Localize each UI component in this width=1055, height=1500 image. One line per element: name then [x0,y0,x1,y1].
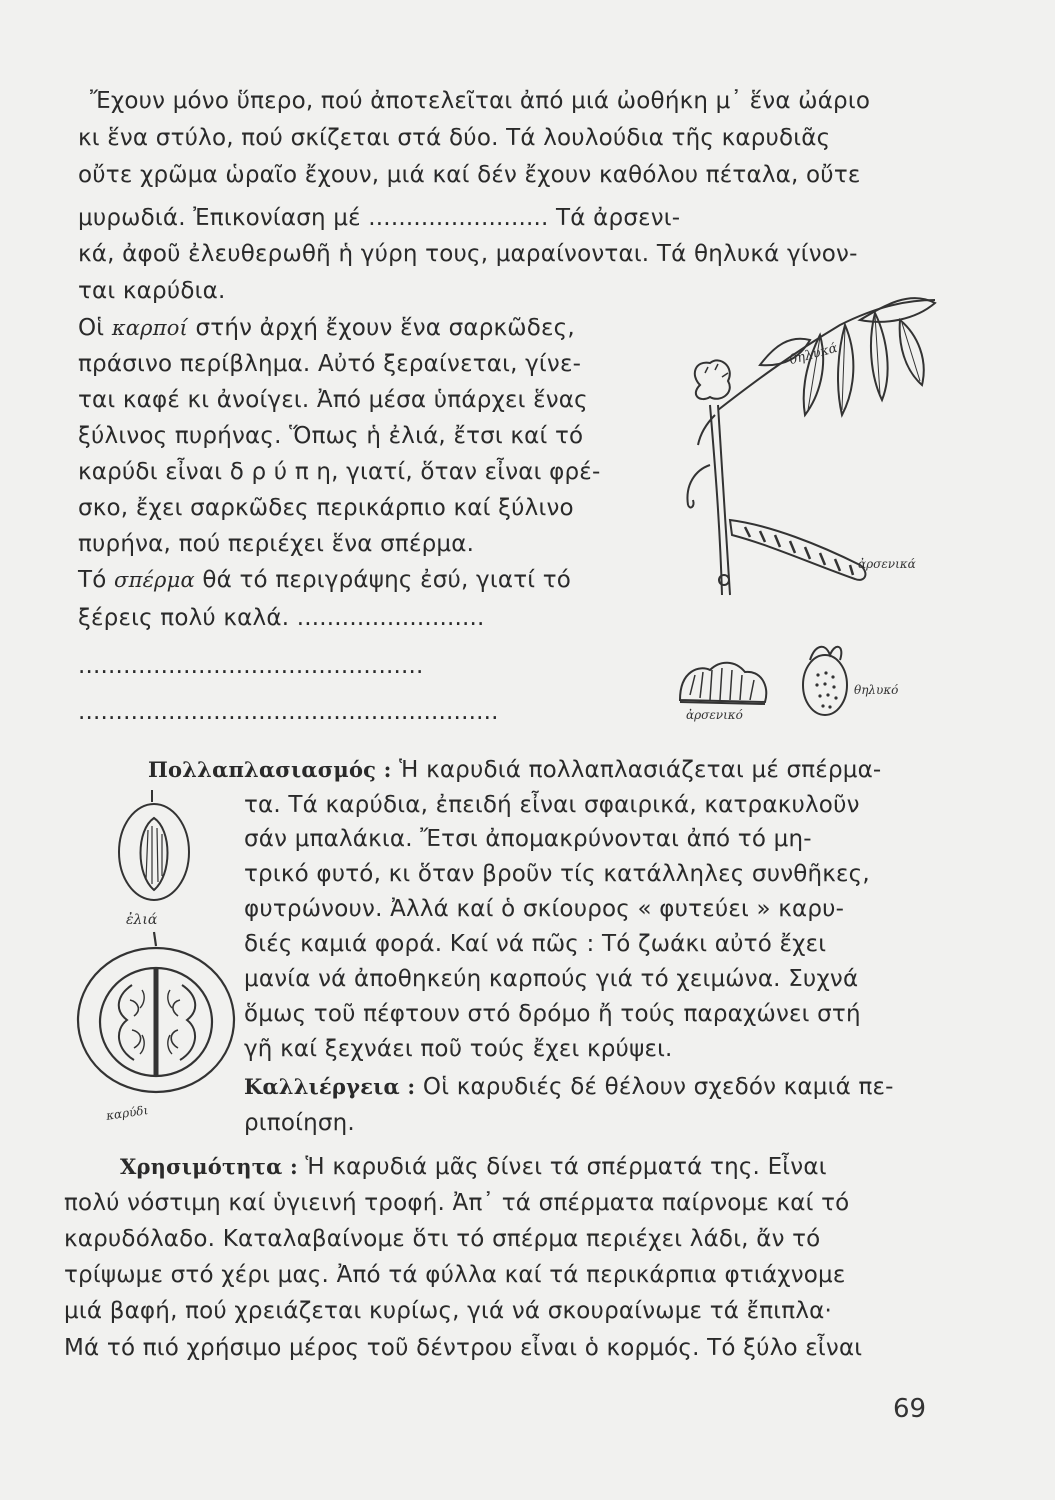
text-line: κά, ἀφοῦ ἐλευθερωθῆ ἡ γύρη τους, μαραίνονται. Τά θηλυκά γίνον- [78,241,858,267]
text-line: οὔτε χρῶμα ὡραῖο ἔχουν, μιά καί δέν ἔχουν καθόλου πέταλα, οὔτε [78,162,861,188]
term-karpoi: καρποί [111,316,188,340]
text-line: ται καρύδια. [78,278,226,304]
text-line: κι ἕνα στύλο, πού σκίζεται στά δύο. Τά λουλούδια τῆς καρυδιᾶς [78,125,831,151]
heading-kalliergeia: Καλλιέργεια : [244,1074,416,1099]
text-line [78,313,575,343]
label-thilyko: θηλυκό [854,683,899,697]
text-run: Οἱ καρυδιές δέ θέλουν σχεδόν καμιά πε- [422,1074,894,1100]
text-line: γῆ καί ξεχνάει ποῦ τούς ἔχει κρύψει. [244,1036,673,1062]
text-line: Μά τό πιό χρήσιμο μέρος τοῦ δέντρου εἶναι ὁ κορμός. Τό ξύλο εἶναι [64,1335,863,1361]
text-line: τα. Τά καρύδια, ἐπειδή εἶναι σφαιρικά, κατρακυλοῦν [244,792,860,818]
text-line: διές καμιά φορά. Καί νά πῶς : Τό ζωάκι αὐτό ἔχει [244,931,827,957]
walnut-illustration [72,930,242,1100]
text-run: Ἡ καρυδιά πολλαπλασιάζεται μέ σπέρμα- [399,757,882,783]
olive-illustration [112,790,222,920]
text-line [148,755,881,785]
text-line [78,565,571,595]
label-elia: ἐλιά [126,912,158,928]
text-line: μιά βαφή, πού χρειάζεται κυρίως, γιά νά σκουραίνωμε τά ἔπιπλα· [64,1298,833,1324]
text-line: μυρωδιά. Ἐπικονίαση μέ ........................ Τά ἀρσενι- [78,205,681,231]
text-line [120,1152,827,1182]
text-line: καρύδι εἶναι δ ρ ύ π η, γιατί, ὅταν εἶναι φρέ- [78,459,601,485]
page-number: 69 [893,1394,927,1424]
label-thilyka: θηλυκά [787,340,840,369]
text-line: τρίψωμε στό χέρι μας. Ἀπό τά φύλλα καί τά περικάρπια φτιάχνομε [64,1262,846,1288]
text-line: μανία νά ἀποθηκεύη καρπούς γιά τό χειμώνα. Συχνά [244,966,859,992]
text-run: στήν ἀρχή ἔχουν ἕνα σαρκῶδες, [195,315,575,341]
text-line: ὅμως τοῦ πέφτουν στό δρόμο ἤ τούς παραχώνει στή [244,1001,861,1027]
text-run: θά τό περιγράψης ἐσύ, γιατί τό [202,567,572,593]
walnut-branch-illustration [660,295,950,625]
text-line: Ἔχουν μόνο ὕπερο, πού ἀποτελεῖται ἀπό μιά ὠοθήκη μ᾽ ἕνα ὠάριο [90,88,871,114]
text-line: ξύλινος πυρήνας. Ὅπως ἡ ἐλιά, ἔτσι καί τό [78,423,584,449]
text-line: πυρήνα, πού περιέχει ἕνα σπέρμα. [78,531,475,557]
text-line: πολύ νόστιμη καί ὑγιεινή τροφή. Ἀπ᾽ τά σπέρματα παίρνομε καί τό [64,1190,850,1216]
label-karydi: καρύδι [105,1103,150,1123]
text-line: καρυδόλαδο. Καταλαβαίνομε ὅτι τό σπέρμα περιέχει λάδι, ἄν τό [64,1226,821,1252]
text-line: σάν μπαλάκια. Ἔτσι ἀπομακρύνονται ἀπό τό μη- [244,826,812,852]
text-line: ριποίηση. [244,1110,355,1136]
text-line [244,1072,894,1102]
dotted-line: ........................................................ [78,699,499,725]
text-line: ξέρεις πολύ καλά. ......................... [78,605,485,631]
dotted-line: .............................................. [78,653,424,679]
text-line: σκο, ἔχει σαρκῶδες περικάρπιο καί ξύλινο [78,495,574,521]
text-line: φυτρώνουν. Ἀλλά καί ὁ σκίουρος « φυτεύει » καρυ- [244,896,845,922]
word-to: Τό [78,567,107,593]
word-oi: Οἱ [78,315,105,341]
label-arsenika: ἀρσενικά [858,557,916,571]
heading-pollaplasiasmos: Πολλαπλασιασμός : [148,757,392,782]
text-line: πράσινο περίβλημα. Αὐτό ξεραίνεται, γίνε- [78,351,582,377]
term-sperma: σπέρμα [114,568,195,592]
text-line: ται καφέ κι ἀνοίγει. Ἀπό μέσα ὑπάρχει ἕνας [78,387,588,413]
label-arseniko: ἀρσενικό [686,708,743,722]
text-line: τρικό φυτό, κι ὅταν βροῦν τίς κατάλληλες συνθῆκες, [244,861,870,887]
heading-chrisimotita: Χρησιμότητα : [120,1154,298,1179]
text-run: Ἡ καρυδιά μᾶς δίνει τά σπέρματά της. Εἶναι [305,1154,827,1180]
